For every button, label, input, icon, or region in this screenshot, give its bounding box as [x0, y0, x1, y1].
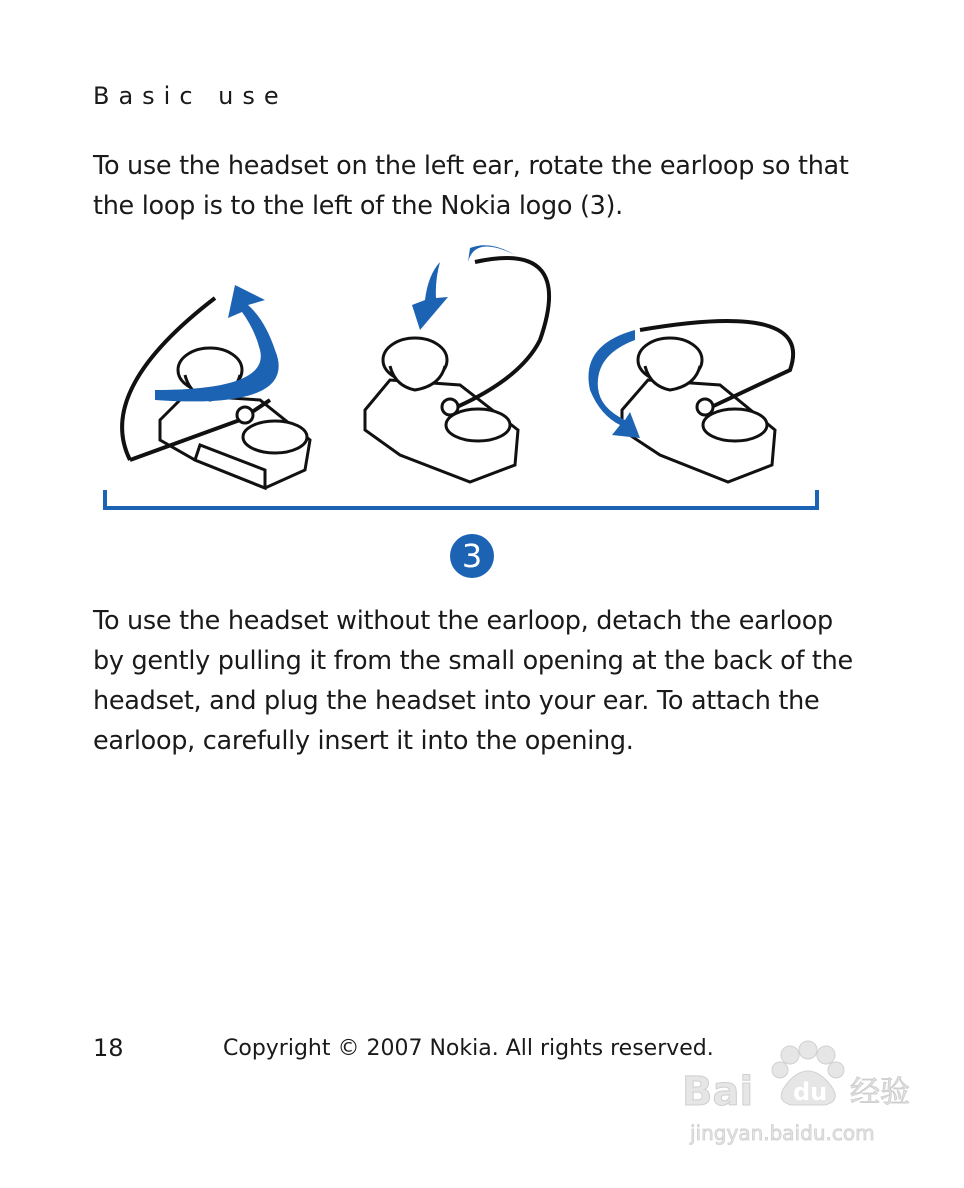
figure-callout-badge: 3: [450, 534, 494, 578]
svg-text:经验: 经验: [850, 1075, 910, 1110]
headset-2-drawing: [365, 258, 549, 482]
svg-text:jingyan.baidu.com: jingyan.baidu.com: [690, 1121, 875, 1145]
headset-3-drawing: [622, 321, 793, 482]
section-title: Basic use: [93, 82, 288, 110]
earloop-rotation-illustration: [0, 230, 964, 520]
baidu-watermark-logo: [680, 1040, 910, 1150]
svg-text:du: du: [793, 1078, 828, 1106]
instruction-paragraph-left-ear: To use the headset on the left ear, rotate the earloop so that the loop is to the left of the Nokia logo (3).: [93, 151, 849, 221]
svg-text:Bai: Bai: [682, 1069, 754, 1115]
instruction-paragraph-no-earloop: To use the headset without the earloop, detach the earloop by gently pulling it from the small opening at the back of the headset, and plug the headset into your ear. To attach the earloop, carefully insert it into the opening.: [93, 606, 853, 756]
rotate-arrow-3: [588, 330, 640, 438]
page-number: 18: [93, 1034, 124, 1062]
copyright-notice: Copyright © 2007 Nokia. All rights reserved.: [223, 1036, 714, 1061]
figure-bracket: [105, 490, 817, 508]
